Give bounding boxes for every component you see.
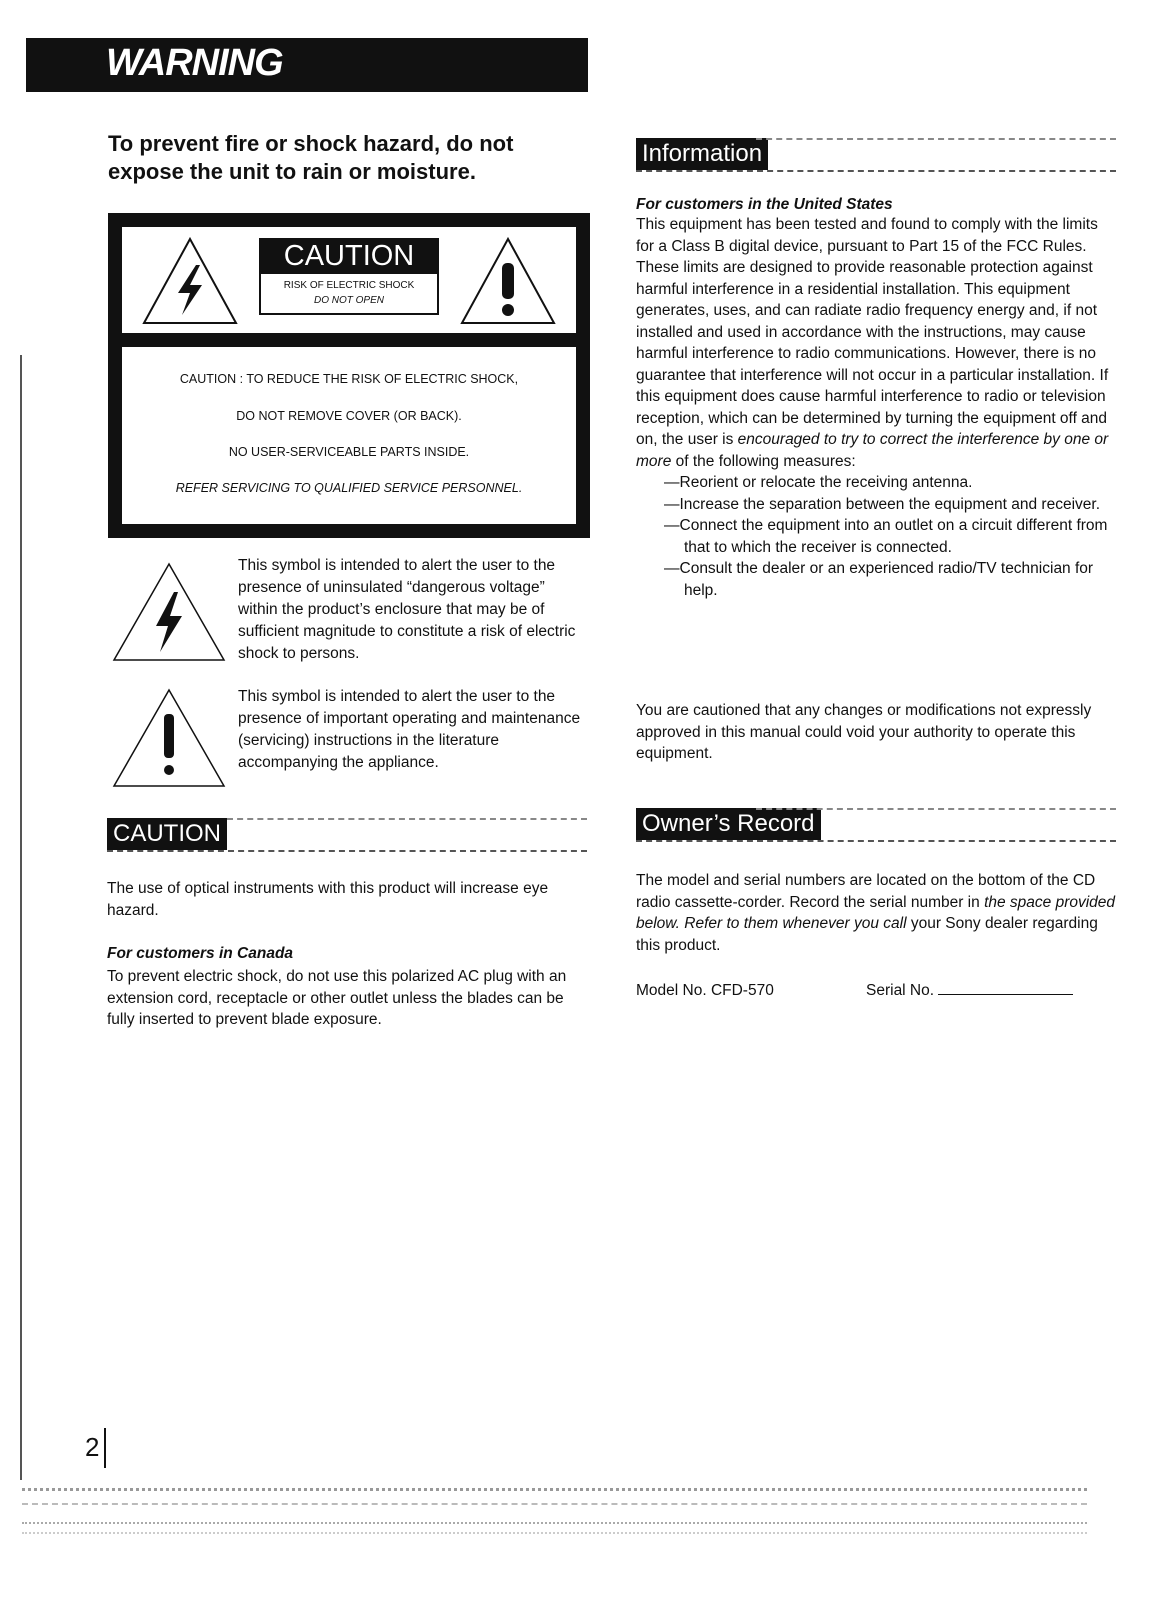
section-title: CAUTION [107,818,227,850]
us-text-main: This equipment has been tested and found to comply with the limits for a Class B digital device, pursuant to Part 15 of the FCC Rules. These limits are designed to provide reasonable protection against harmful interference in a residential installation. This equipment generates, uses, and can radiate radio frequency energy and, if not installed and used in accordance with the instructions, may cause harmful interference to radio communications. However, there is no guarantee that interference will not occur in a particular installation. If this equipment does cause harmful interference to radio or television reception, which can be determined by turning the equipment off and on, the user is [636,216,1109,448]
us-text [636,214,1116,472]
scan-noise-band [22,1522,1087,1534]
caution-section-text: The use of optical instruments with this product will increase eye hazard. [107,880,549,919]
page-title: WARNING [106,42,283,84]
list-item: —Connect the equipment into an outlet on a circuit different from that to which the receiver is connected. [664,517,1108,556]
margin-rule [20,355,22,1480]
us-text-italic: encouraged to try to correct the interference by one or more [636,431,1109,470]
caution-sub-line: RISK OF ELECTRIC SHOCK [283,280,415,291]
caution-heading-block [259,238,439,315]
owners-record-text-2: your Sony dealer regarding this product. [636,915,1098,954]
model-number: Model No. CFD-570 [636,982,774,999]
caution-label-top [122,227,576,333]
exclamation-triangle-icon [112,688,226,788]
caution-label-line: NO USER-SERVICEABLE PARTS INSIDE. [228,445,470,459]
canada-heading: For customers in Canada [107,945,294,962]
section-title: Owner’s Record [636,808,821,840]
information-body [636,196,1116,601]
lightning-triangle-icon [112,562,226,662]
information-section-header [636,138,1116,176]
owners-record-text-1: The model and serial numbers are located on the bottom of the CD radio cassette-corder. Record the serial number in [636,872,1096,911]
us-text-end: of the following measures: [675,452,856,470]
lightning-symbol-description: This symbol is intended to alert the user to the presence of uninsulated “dangerous voltage” within the product’s enclosure that may be of sufficient magnitude to constitute a risk of electric shock to persons. [238,557,576,662]
measures-list [636,472,1116,601]
section-rule [756,138,1116,140]
modifications-caution-text: You are cautioned that any changes or modifications not expressly approved in this manual could void your authority to operate this equipment. [636,702,1092,762]
us-heading: For customers in the United States [636,196,893,213]
caution-label-line: REFER SERVICING TO QUALIFIED SERVICE PERSONNEL. [175,481,523,495]
caution-label-bottom [122,347,576,524]
list-item: —Increase the separation between the equipment and receiver. [664,495,1100,513]
caution-sub-line: DO NOT OPEN [313,295,384,306]
caution-subbox [259,274,439,315]
serial-label: Serial No. [866,982,935,999]
list-item: —Consult the dealer or an experienced radio/TV technician for help. [664,560,1094,599]
caution-section-header [107,818,587,856]
caution-label-line: CAUTION : TO REDUCE THE RISK OF ELECTRIC SHOCK, [179,372,519,386]
page-number: 2 [85,1432,100,1462]
serial-blank-line [938,980,1073,995]
fire-warning-text: To prevent fire or shock hazard, do not expose the unit to rain or moisture. [108,131,514,184]
exclamation-triangle-icon [458,235,558,327]
lightning-triangle-icon [140,235,240,327]
caution-label-box [108,213,590,538]
scan-noise-band [22,1488,1087,1505]
owners-record-text-italic: the space provided below. Refer to them whenever you call [636,893,1116,932]
exclamation-symbol-description: This symbol is intended to alert the user to the presence of important operating and maintenance (servicing) instructions in the literature accompanying the appliance. [238,688,581,771]
list-item: —Reorient or relocate the receiving antenna. [664,474,973,491]
canada-text: To prevent electric shock, do not use this polarized AC plug with an extension cord, receptacle or other outlet unless the blades can be fully inserted to prevent blade exposure. [107,968,567,1028]
section-rule [107,850,587,852]
warning-banner [26,38,588,92]
section-rule [756,808,1116,810]
caution-heading: CAUTION [259,238,439,274]
owners-record-text [636,870,1116,956]
section-title: Information [636,138,768,170]
page-number-rule [104,1428,106,1468]
serial-number-field [866,980,1073,1002]
section-rule [636,840,1116,842]
section-rule [636,170,1116,172]
section-rule [227,818,587,820]
owners-record-section-header [636,808,1116,846]
caution-label-line: DO NOT REMOVE COVER (OR BACK). [236,409,462,423]
